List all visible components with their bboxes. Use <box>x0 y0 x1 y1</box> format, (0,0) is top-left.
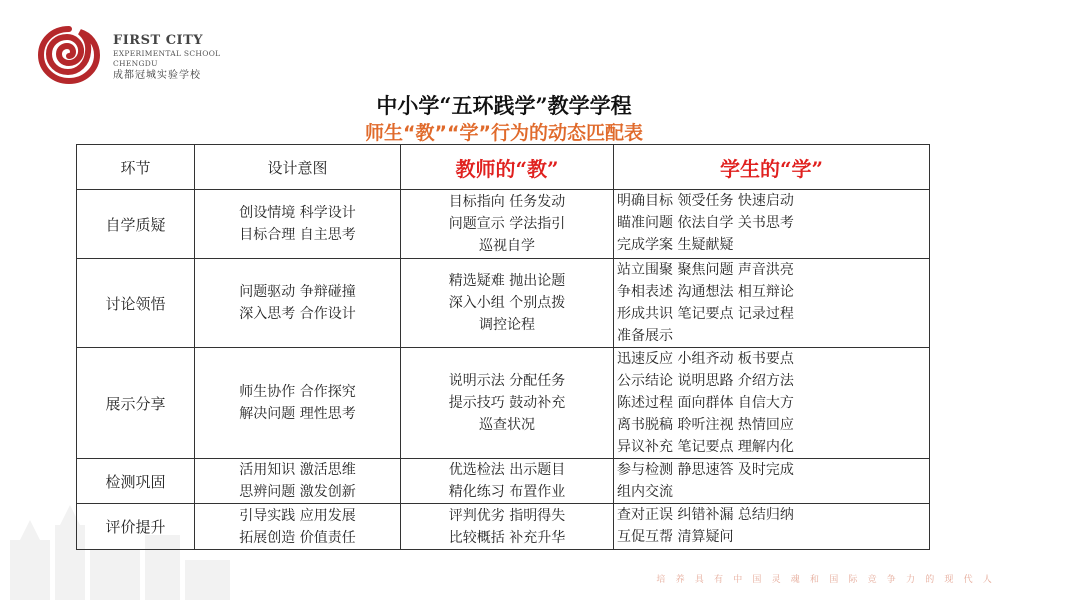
intent-line: 引导实践 应用发展 <box>239 507 356 524</box>
student-line: 明确目标 领受任务 快速启动 <box>617 193 794 209</box>
student-line: 准备展示 <box>617 328 673 344</box>
matching-table <box>76 144 930 550</box>
school-name-en-line2: EXPERIMENTAL SCHOOL <box>113 49 221 58</box>
intent-line: 问题驱动 争辩碰撞 <box>239 284 356 300</box>
student-line: 异议补充 笔记要点 理解内化 <box>617 439 794 455</box>
student-cell <box>614 504 930 550</box>
table-row <box>77 459 930 504</box>
teacher-cell <box>401 459 614 504</box>
teacher-cell <box>401 259 614 348</box>
teacher-line: 精化练习 布置作业 <box>448 484 566 500</box>
teacher-line: 提示技巧 鼓动补充 <box>448 395 566 411</box>
student-line: 组内交流 <box>617 484 673 500</box>
intent-cell <box>195 190 401 259</box>
stage-cell: 检测巩固 <box>77 459 195 504</box>
student-line: 公示结论 说明思路 介绍方法 <box>617 373 794 389</box>
intent-cell <box>195 259 401 348</box>
intent-line: 深入思考 合作设计 <box>239 306 356 322</box>
intent-line: 师生协作 合作探究 <box>239 384 356 400</box>
student-line: 形成共识 笔记要点 记录过程 <box>617 306 794 322</box>
student-line: 陈述过程 面向群体 自信大方 <box>617 395 794 411</box>
teacher-line: 比较概括 补充升华 <box>448 529 566 546</box>
intent-line: 目标合理 自主思考 <box>239 227 356 243</box>
header-intent: 设计意图 <box>195 145 401 190</box>
intent-cell <box>195 459 401 504</box>
teacher-line: 优选检法 出示题目 <box>448 462 566 478</box>
student-line: 站立围聚 聚焦问题 声音洪亮 <box>617 262 794 278</box>
student-line: 离书脱稿 聆听注视 热情回应 <box>617 417 794 433</box>
teacher-line: 巡查状况 <box>479 417 535 433</box>
teacher-line: 调控论程 <box>479 317 535 333</box>
student-cell <box>614 259 930 348</box>
teacher-cell <box>401 190 614 259</box>
stage-cell: 展示分享 <box>77 348 195 459</box>
intent-cell <box>195 348 401 459</box>
school-name-block <box>113 34 220 81</box>
svg-text:2003: 2003 <box>62 78 76 84</box>
teacher-cell <box>401 504 614 550</box>
student-line: 瞄准问题 依法自学 关书思考 <box>617 215 794 231</box>
stage-cell: 讨论领悟 <box>77 259 195 348</box>
teacher-line: 说明示法 分配任务 <box>448 373 566 389</box>
teacher-line: 巡视自学 <box>479 238 535 254</box>
school-name-cn: 成都冠城实验学校 <box>113 70 201 81</box>
student-cell <box>614 459 930 504</box>
stage-cell: 自学质疑 <box>77 190 195 259</box>
table-row <box>77 190 930 259</box>
student-line: 查对正误 纠错补漏 总结归纳 <box>617 507 794 523</box>
school-name-en-line1: FIRST CITY <box>113 33 204 48</box>
table-row <box>77 259 930 348</box>
teacher-cell <box>401 348 614 459</box>
student-line: 完成学案 生疑献疑 <box>617 237 734 253</box>
table-header-row <box>77 145 930 190</box>
school-logo-icon <box>36 26 102 84</box>
student-line: 参与检测 静思速答 及时完成 <box>617 462 794 478</box>
stage-cell: 评价提升 <box>77 504 195 550</box>
header-teacher: 教师的“教” <box>401 145 614 190</box>
teacher-line: 深入小组 个别点拨 <box>448 295 566 311</box>
intent-line: 创设情境 科学设计 <box>239 205 356 221</box>
page-subtitle: 师生“教”“学”行为的动态匹配表 <box>365 122 643 144</box>
intent-line: 活用知识 激活思维 <box>239 462 356 478</box>
student-line: 迅速反应 小组齐动 板书要点 <box>617 351 794 367</box>
intent-line: 拓展创造 价值责任 <box>239 529 356 546</box>
intent-line: 解决问题 理性思考 <box>239 406 356 422</box>
page-title: 中小学“五环践学”教学学程 <box>376 93 632 118</box>
student-line: 争相表述 沟通想法 相互辩论 <box>617 284 794 300</box>
table-row <box>77 348 930 459</box>
student-cell <box>614 348 930 459</box>
student-cell <box>614 190 930 259</box>
footer-slogan: 培养具有中国灵魂和国际竞争力的现代人 <box>656 575 1002 585</box>
header-student: 学生的“学” <box>614 145 930 190</box>
teacher-line: 精选疑难 抛出论题 <box>448 273 566 289</box>
teacher-line: 评判优劣 指明得失 <box>448 507 566 524</box>
teacher-line: 问题宣示 学法指引 <box>448 216 566 232</box>
intent-line: 思辨问题 激发创新 <box>239 484 356 500</box>
header-stage: 环节 <box>77 145 195 190</box>
school-name-en-line3: CHENGDU <box>113 58 158 68</box>
teacher-line: 目标指向 任务发动 <box>448 194 566 210</box>
table-row <box>77 504 930 550</box>
intent-cell <box>195 504 401 550</box>
student-line: 互促互帮 清算疑问 <box>617 529 734 545</box>
